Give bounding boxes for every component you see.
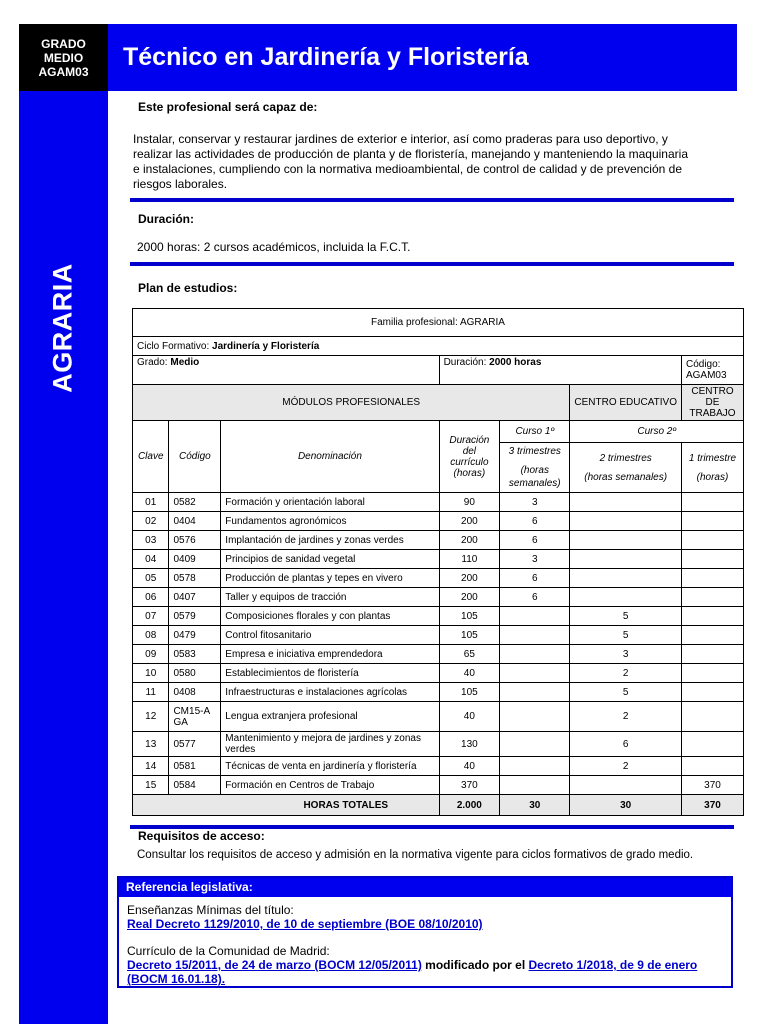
row-clave: 11 (133, 683, 169, 702)
row-duracion: 40 (439, 664, 500, 683)
row-duracion: 90 (439, 493, 500, 512)
duracion-label: Duración: (443, 357, 490, 368)
row-curso1 (500, 683, 570, 702)
table-row (133, 757, 744, 776)
table-row (133, 569, 744, 588)
trim1-unit: (horas) (696, 471, 729, 483)
trim2-unit: (horas semanales) (584, 471, 668, 483)
row-codigo: 0407 (169, 588, 221, 607)
table-row (133, 550, 744, 569)
row-clave: 06 (133, 588, 169, 607)
trim1-label: 1 trimestre (688, 452, 737, 464)
familia-cell: Familia profesional: AGRARIA (133, 309, 744, 337)
row-codigo: 0578 (169, 569, 221, 588)
grado-badge (19, 24, 108, 91)
table-row (133, 512, 744, 531)
plan-title: Plan de estudios: (138, 281, 238, 295)
codigo-label: Código: (685, 359, 721, 370)
row-clave: 02 (133, 512, 169, 531)
ensenanzas-label: Enseñanzas Mínimas del título: (127, 903, 294, 917)
row-clave: 14 (133, 757, 169, 776)
row-curso2: 2 (570, 757, 682, 776)
row-centro-trabajo (681, 512, 743, 531)
total-c2: 30 (570, 795, 682, 816)
decretos-line (127, 958, 722, 986)
ciclo-cell (133, 337, 744, 356)
grado-line: AGAM03 (38, 65, 89, 79)
row-codigo: CM15-AGA (169, 702, 221, 732)
row-centro-trabajo: 370 (681, 776, 743, 795)
grado-value: Medio (170, 357, 200, 368)
row-codigo: 0479 (169, 626, 221, 645)
real-decreto-link[interactable] (127, 917, 483, 931)
row-clave: 08 (133, 626, 169, 645)
row-curso2: 2 (570, 702, 682, 732)
row-denominacion: Técnicas de venta en jardinería y floristería (221, 757, 439, 776)
real-decreto-text[interactable]: Real Decreto 1129/2010, de 10 de septiembre (BOE 08/10/2010) (127, 917, 483, 931)
trim3-label: 3 trimestres (508, 446, 561, 457)
row-centro-trabajo (681, 664, 743, 683)
row-clave: 10 (133, 664, 169, 683)
divider (130, 262, 734, 266)
row-denominacion: Control fitosanitario (221, 626, 439, 645)
grado-label: Grado: (137, 357, 171, 368)
row-codigo: 0580 (169, 664, 221, 683)
modulos-header: MÓDULOS PROFESIONALES (133, 385, 570, 421)
row-curso1 (500, 607, 570, 626)
table-row (133, 493, 744, 512)
table-row (133, 664, 744, 683)
row-clave: 05 (133, 569, 169, 588)
trim1-header (681, 443, 743, 493)
decreto-1-link[interactable]: Decreto 15/2011, de 24 de marzo (BOCM 12/05/2011) (127, 958, 422, 972)
capaz-line: e instalaciones, cumpliendo con la normativa medioambiental, de control de calidad y de prevención de (133, 162, 682, 176)
table-row (133, 607, 744, 626)
row-denominacion: Infraestructuras e instalaciones agrícolas (221, 683, 439, 702)
row-codigo: 0579 (169, 607, 221, 626)
centro-trabajo-header: CENTRO DE TRABAJO (681, 385, 743, 421)
row-clave: 01 (133, 493, 169, 512)
row-centro-trabajo (681, 569, 743, 588)
row-curso2: 2 (570, 664, 682, 683)
row-curso1: 6 (500, 569, 570, 588)
row-centro-trabajo (681, 550, 743, 569)
row-centro-trabajo (681, 732, 743, 757)
trim2-header (570, 443, 682, 493)
table-row (133, 776, 744, 795)
row-curso1 (500, 645, 570, 664)
referencia-box (117, 876, 733, 988)
row-clave: 09 (133, 645, 169, 664)
row-curso2 (570, 776, 682, 795)
codigo-cell (681, 356, 743, 385)
total-ct: 370 (681, 795, 743, 816)
modificado-text: modificado por el (421, 958, 529, 972)
row-duracion: 200 (439, 569, 500, 588)
row-curso2 (570, 531, 682, 550)
row-curso2 (570, 550, 682, 569)
row-curso2 (570, 569, 682, 588)
duracion-cell (439, 356, 681, 385)
centro-educativo-header: CENTRO EDUCATIVO (570, 385, 682, 421)
decreto-2-link[interactable]: Decreto 1/2018, de 9 de enero (BOCM 16.01.18). (127, 958, 698, 986)
grado-line: MEDIO (43, 51, 84, 65)
row-duracion: 65 (439, 645, 500, 664)
duracion-text: 2000 horas: 2 cursos académicos, incluida la F.C.T. (137, 240, 411, 254)
row-centro-trabajo (681, 683, 743, 702)
row-denominacion: Lengua extranjera profesional (221, 702, 439, 732)
grado-cell (133, 356, 440, 385)
row-clave: 12 (133, 702, 169, 732)
row-curso2 (570, 588, 682, 607)
requisitos-title: Requisitos de acceso: (138, 829, 265, 843)
row-curso1 (500, 776, 570, 795)
col-clave: Clave (133, 421, 169, 493)
row-denominacion: Taller y equipos de tracción (221, 588, 439, 607)
col-duracion: Duración del currículo (horas) (439, 421, 500, 493)
row-codigo: 0404 (169, 512, 221, 531)
row-centro-trabajo (681, 702, 743, 732)
row-denominacion: Establecimientos de floristería (221, 664, 439, 683)
row-centro-trabajo (681, 645, 743, 664)
row-duracion: 200 (439, 588, 500, 607)
curso1-header: Curso 1º (500, 421, 570, 443)
row-codigo: 0583 (169, 645, 221, 664)
row-clave: 15 (133, 776, 169, 795)
table-row (133, 702, 744, 732)
table-row (133, 645, 744, 664)
row-curso2: 3 (570, 645, 682, 664)
row-duracion: 200 (439, 512, 500, 531)
trim2-label: 2 trimestres (599, 452, 652, 464)
row-codigo: 0408 (169, 683, 221, 702)
row-duracion: 105 (439, 683, 500, 702)
table-row (133, 588, 744, 607)
duracion-value: 2000 horas (489, 357, 542, 368)
row-curso2 (570, 512, 682, 531)
row-denominacion: Formación en Centros de Trabajo (221, 776, 439, 795)
row-curso1 (500, 732, 570, 757)
row-clave: 13 (133, 732, 169, 757)
col-denominacion: Denominación (221, 421, 439, 493)
row-curso2: 6 (570, 732, 682, 757)
capaz-line: realizar las actividades de producción de planta y de floristería, manejando y manteniendo la maquinaria (133, 147, 688, 161)
row-curso1: 3 (500, 550, 570, 569)
row-denominacion: Formación y orientación laboral (221, 493, 439, 512)
total-duracion: 2.000 (439, 795, 500, 816)
row-duracion: 110 (439, 550, 500, 569)
row-codigo: 0582 (169, 493, 221, 512)
row-duracion: 105 (439, 626, 500, 645)
row-centro-trabajo (681, 493, 743, 512)
row-duracion: 105 (439, 607, 500, 626)
row-denominacion: Principios de sanidad vegetal (221, 550, 439, 569)
row-centro-trabajo (681, 607, 743, 626)
row-curso2: 5 (570, 626, 682, 645)
row-centro-trabajo (681, 757, 743, 776)
duracion-title: Duración: (138, 212, 195, 226)
table-row (133, 626, 744, 645)
row-curso1 (500, 757, 570, 776)
grado-line: GRADO (41, 37, 86, 51)
row-codigo: 0577 (169, 732, 221, 757)
capaz-text (133, 132, 733, 192)
row-curso2 (570, 493, 682, 512)
row-centro-trabajo (681, 626, 743, 645)
row-duracion: 40 (439, 702, 500, 732)
row-centro-trabajo (681, 531, 743, 550)
col-codigo: Código (169, 421, 221, 493)
page-title: Técnico en Jardinería y Floristería (108, 24, 737, 91)
row-duracion: 200 (439, 531, 500, 550)
row-denominacion: Fundamentos agronómicos (221, 512, 439, 531)
divider (130, 198, 734, 202)
row-duracion: 130 (439, 732, 500, 757)
trim3-header (500, 443, 570, 493)
row-denominacion: Implantación de jardines y zonas verdes (221, 531, 439, 550)
row-curso1 (500, 702, 570, 732)
row-curso2: 5 (570, 607, 682, 626)
row-codigo: 0576 (169, 531, 221, 550)
curso2-header: Curso 2º (570, 421, 744, 443)
row-curso1: 6 (500, 588, 570, 607)
requisitos-text: Consultar los requisitos de acceso y admisión en la normativa vigente para ciclos formativos de grado medio. (137, 849, 694, 861)
plan-table (132, 308, 744, 816)
row-curso1 (500, 626, 570, 645)
table-row (133, 531, 744, 550)
table-row (133, 732, 744, 757)
row-curso1: 6 (500, 531, 570, 550)
capaz-title: Este profesional será capaz de: (138, 100, 318, 114)
totales-text: HORAS TOTALES (303, 799, 389, 811)
family-sidebar (19, 91, 108, 1024)
row-denominacion: Composiciones florales y con plantas (221, 607, 439, 626)
row-denominacion: Empresa e iniciativa emprendedora (221, 645, 439, 664)
row-duracion: 370 (439, 776, 500, 795)
capaz-line: riesgos laborales. (133, 177, 228, 191)
row-codigo: 0584 (169, 776, 221, 795)
row-duracion: 40 (439, 757, 500, 776)
row-clave: 07 (133, 607, 169, 626)
curriculo-label: Currículo de la Comunidad de Madrid: (127, 944, 330, 958)
row-curso1: 6 (500, 512, 570, 531)
row-clave: 04 (133, 550, 169, 569)
row-curso1 (500, 664, 570, 683)
totales-label (133, 795, 440, 816)
row-codigo: 0409 (169, 550, 221, 569)
capaz-line: Instalar, conservar y restaurar jardines de exterior e interior, así como praderas para uso deportivo, y (133, 132, 668, 146)
row-clave: 03 (133, 531, 169, 550)
row-centro-trabajo (681, 588, 743, 607)
ciclo-label: Ciclo Formativo: (137, 340, 213, 352)
row-curso1: 3 (500, 493, 570, 512)
ciclo-value: Jardinería y Floristería (212, 340, 320, 352)
family-vertical-label: AGRARIA (47, 263, 78, 393)
table-row (133, 683, 744, 702)
referencia-title: Referencia legislativa: (119, 878, 731, 897)
trim3-unit: (horas semanales) (508, 465, 561, 489)
row-denominacion: Producción de plantas y tepes en vivero (221, 569, 439, 588)
codigo-value: AGAM03 (685, 370, 727, 381)
total-c1: 30 (500, 795, 570, 816)
row-curso2: 5 (570, 683, 682, 702)
row-codigo: 0581 (169, 757, 221, 776)
row-denominacion: Mantenimiento y mejora de jardines y zonas verdes (221, 732, 439, 757)
